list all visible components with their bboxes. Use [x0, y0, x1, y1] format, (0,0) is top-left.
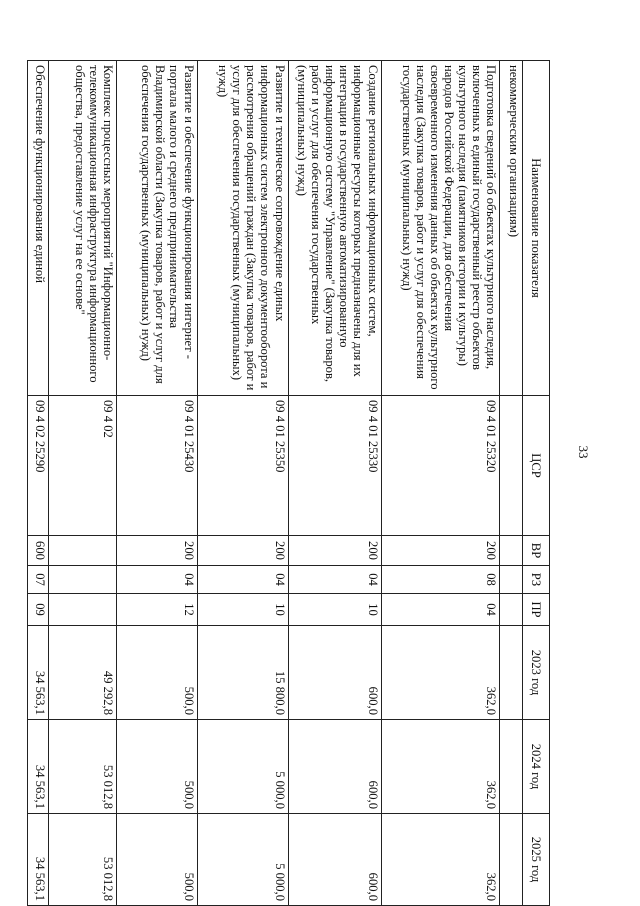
row-pr	[48, 594, 116, 626]
header-2025: 2025 год	[523, 814, 550, 906]
row-2023: 49 292,8	[48, 626, 116, 720]
row-csr: 09 4 01 25330	[288, 396, 381, 536]
row-pr: 12	[116, 594, 197, 626]
row-2025: 362,0	[381, 814, 500, 906]
budget-table	[27, 60, 550, 906]
row-csr: 09 4 02	[48, 396, 116, 536]
row-csr	[500, 396, 523, 536]
row-name: Обеспечение функционирования единой	[28, 61, 49, 396]
table-row	[28, 61, 49, 906]
row-pr: 04	[381, 594, 500, 626]
row-vr: 200	[197, 536, 288, 566]
table-row	[197, 61, 288, 906]
row-2023	[500, 626, 523, 720]
table-row	[381, 61, 500, 906]
row-csr: 09 4 01 25320	[381, 396, 500, 536]
header-2023: 2023 год	[523, 626, 550, 720]
row-name: Комплекс процессных мероприятий "Информационно-телекоммуникационная инфраструктура информационного общества, предоставление услуг на ее основе"	[48, 61, 116, 396]
row-2025: 34 563,1	[28, 814, 49, 906]
table-row	[288, 61, 381, 906]
table-row	[500, 61, 523, 906]
row-name: Развитие и обеспечение функционирования интернет - портала малого и среднего предпринимательства Владимирской области (Закупка товаров, работ и услуг для обеспечения государственных (муниципальных) нужд)	[116, 61, 197, 396]
header-vr: ВР	[523, 536, 550, 566]
page-number: 33	[576, 445, 591, 459]
row-rz: 04	[197, 566, 288, 594]
row-name: Подготовка сведений об объектах культурного наследия, включенных в единый государственный реестр объектов культурного наследия (памятников истории и культуры) народов Российской Федерации, для обеспечения своевременного изменения данных об объектах культурного наследия (Закупка товаров, работ и услуг для обеспечения государственных (муниципальных) нужд)	[381, 61, 500, 396]
row-vr: 200	[116, 536, 197, 566]
row-vr	[500, 536, 523, 566]
row-name: Создание региональных информационных систем, информационные ресурсы которых предназначены для их интеграции в государственную автоматизированную информационную систему "Управление" (Закупка товаров, работ и услуг для обеспечения государственных (муниципальных) нужд)	[288, 61, 381, 396]
table-row	[116, 61, 197, 906]
row-rz	[48, 566, 116, 594]
row-rz: 04	[288, 566, 381, 594]
header-2024: 2024 год	[523, 720, 550, 814]
row-2025: 53 012,8	[48, 814, 116, 906]
row-vr: 600	[28, 536, 49, 566]
row-csr: 09 4 01 25430	[116, 396, 197, 536]
row-pr: 10	[197, 594, 288, 626]
row-2025: 500,0	[116, 814, 197, 906]
row-2024: 500,0	[116, 720, 197, 814]
row-rz: 07	[28, 566, 49, 594]
row-2024: 34 563,1	[28, 720, 49, 814]
row-2023: 500,0	[116, 626, 197, 720]
row-csr: 09 4 02 25290	[28, 396, 49, 536]
row-rz: 08	[381, 566, 500, 594]
row-rz: 04	[116, 566, 197, 594]
table-row	[48, 61, 116, 906]
row-vr: 200	[381, 536, 500, 566]
row-csr: 09 4 01 25350	[197, 396, 288, 536]
row-2025	[500, 814, 523, 906]
header-name: Наименование показателя	[523, 61, 550, 396]
header-csr: ЦСР	[523, 396, 550, 536]
row-name: некоммерческим организациям)	[500, 61, 523, 396]
rotated-table-container	[27, 60, 550, 905]
row-2025: 5 000,0	[197, 814, 288, 906]
row-2024: 600,0	[288, 720, 381, 814]
header-rz: РЗ	[523, 566, 550, 594]
row-pr	[500, 594, 523, 626]
row-2023: 362,0	[381, 626, 500, 720]
row-2023: 15 800,0	[197, 626, 288, 720]
row-rz	[500, 566, 523, 594]
row-2024: 53 012,8	[48, 720, 116, 814]
row-2024: 362,0	[381, 720, 500, 814]
row-2023: 34 563,1	[28, 626, 49, 720]
table-header-row	[523, 61, 550, 906]
row-2024	[500, 720, 523, 814]
row-pr: 09	[28, 594, 49, 626]
header-pr: ПР	[523, 594, 550, 626]
row-2025: 600,0	[288, 814, 381, 906]
row-2023: 600,0	[288, 626, 381, 720]
row-pr: 10	[288, 594, 381, 626]
row-vr	[48, 536, 116, 566]
row-2024: 5 000,0	[197, 720, 288, 814]
row-vr: 200	[288, 536, 381, 566]
row-name: Развитие и техническое сопровождение единых информационных систем электронного документооборота и рассмотрения обращений граждан (Закупка товаров, работ и услуг для обеспечения государственных (муниципальных) нужд)	[197, 61, 288, 396]
